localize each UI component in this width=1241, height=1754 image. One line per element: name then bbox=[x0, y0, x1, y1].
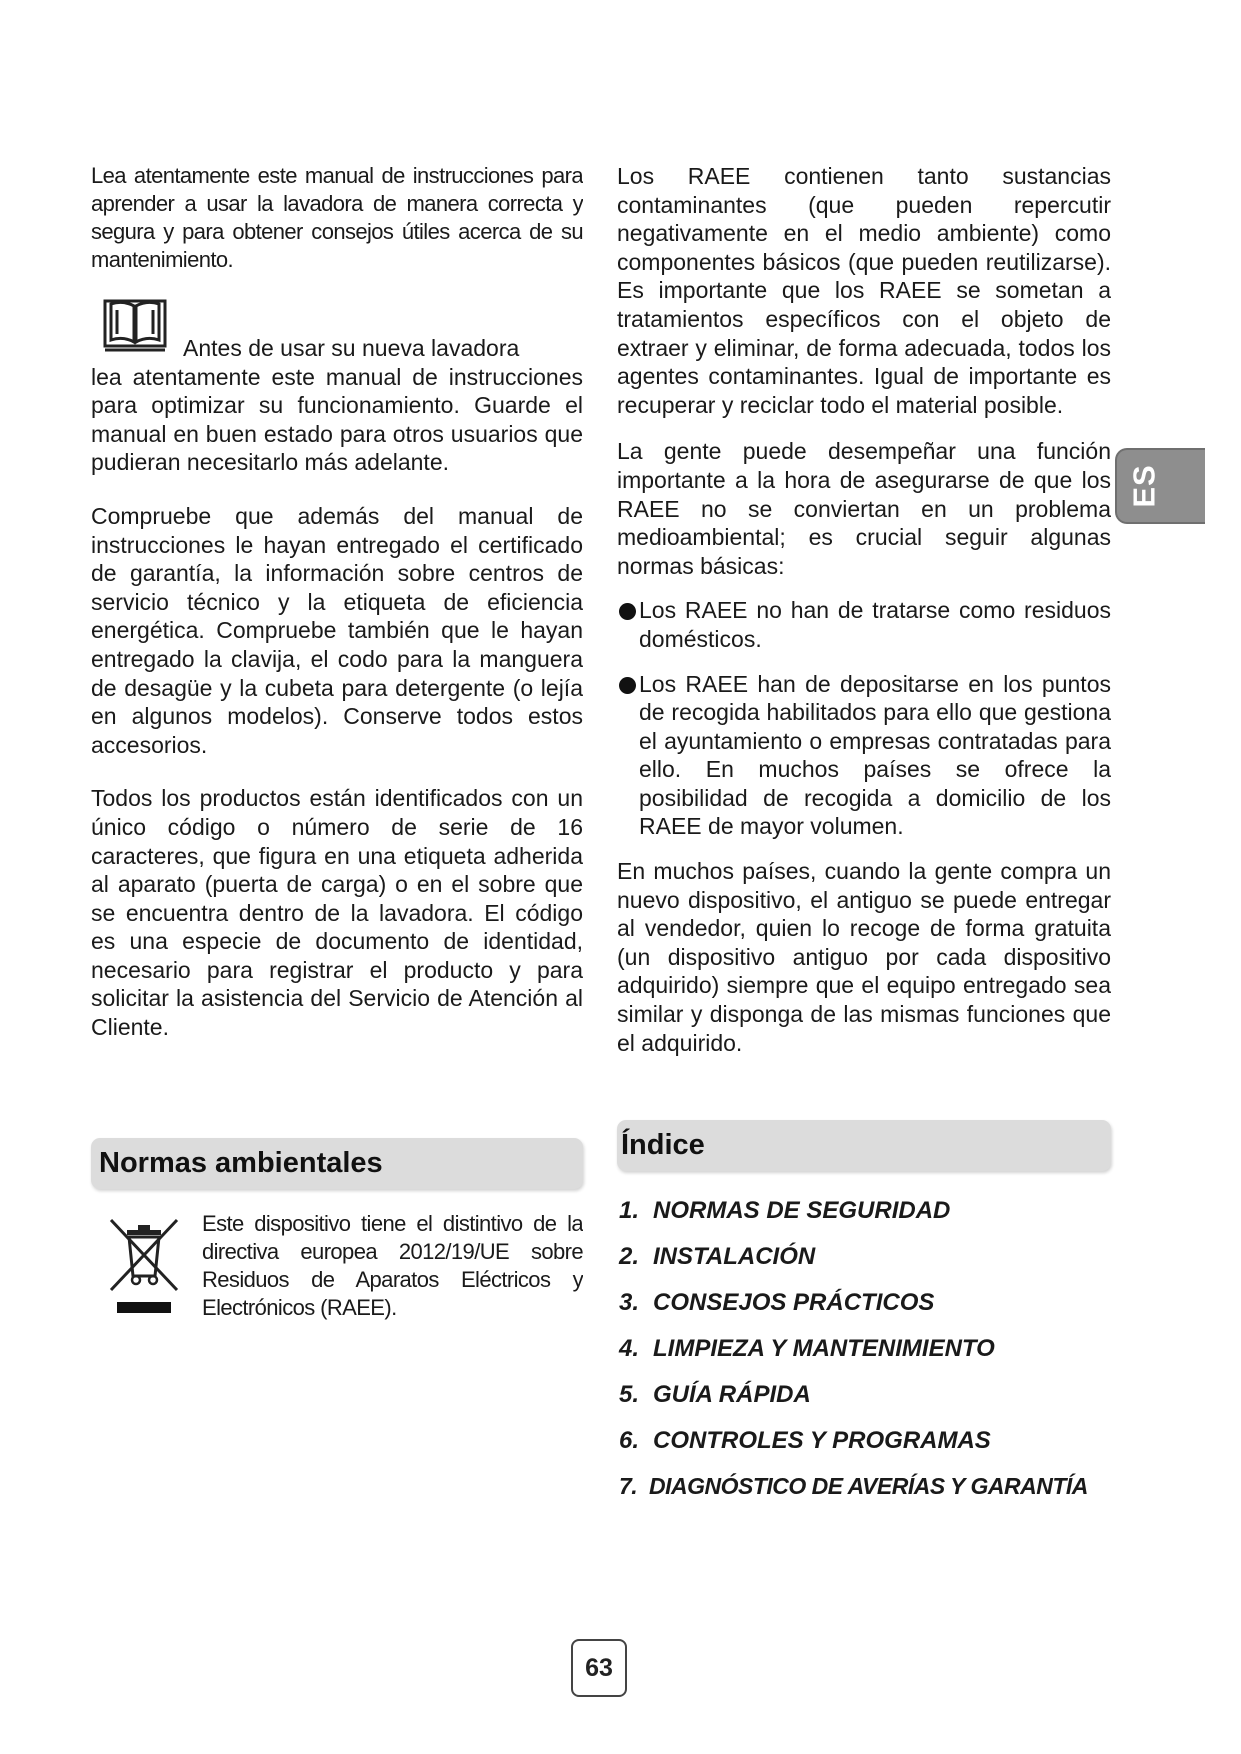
weee-text: Este dispositivo tiene el distintivo de la directiva europea 2012/19/UE sobre Residuos de Aparatos Eléctricos y Electrónicos (RAEE). bbox=[202, 1211, 583, 1320]
manual-notice bbox=[91, 296, 583, 477]
toc-item-tips[interactable]: 3. CONSEJOS PRÁCTICOS bbox=[619, 1289, 935, 1316]
manual-notice-lead: Antes de usar su nueva lavadora bbox=[183, 335, 520, 361]
intro-paragraph: Lea atentamente este manual de instrucciones para aprender a usar la lavadora de manera correcta y segura y para obtener consejos útiles acerca de su mantenimiento. bbox=[91, 163, 583, 272]
language-tab-label: ES bbox=[1126, 464, 1162, 508]
device-return-paragraph: En muchos países, cuando la gente compra un nuevo dispositivo, el antiguo se puede entregar al vendedor, quien lo recoge de forma gratuita (un dispositivo antiguo por cada dispositivo adquirido) siempre que el equipo entregado sea similar y disponga de las mismas funciones que el adquirido. bbox=[617, 858, 1111, 1056]
raee-rules-list bbox=[617, 596, 1111, 841]
table-of-contents bbox=[619, 1197, 1119, 1519]
serial-code-paragraph: Todos los productos están identificados con un único código o número de serie de 16 caracteres, que figura en una etiqueta adherida al aparato (puerta de carga) o en el sobre que se encuentra dentro de la lavadora. El código es una especie de documento de identidad, necesario para registrar el producto y para solicitar la asistencia del Servicio de Atención al Cliente. bbox=[91, 785, 583, 1041]
bullet-icon bbox=[619, 677, 636, 694]
list-item-text: Los RAEE han de depositarse en los puntos de recogida habilitados para ello que gestiona el ayuntamiento o empresas contratadas para ello. En muchos países se ofrece la posibilidad de recogida a domicilio de los RAEE de mayor volumen. bbox=[639, 670, 1111, 840]
raee-paragraph: Los RAEE contienen tanto sustancias contaminantes (que pueden repercutir negativamente en el medio ambiente) como componentes básicos (que pueden reutilizarse). Es importante que los RAEE se sometan a tratamientos específicos con el objeto de extraer y eliminar, de forma adecuada, todos los agentes contaminantes. Igual de importante es recuperar y reciclar todo el material posible. bbox=[617, 163, 1111, 418]
toc-item-cleaning[interactable]: 4. LIMPIEZA Y MANTENIMIENTO bbox=[619, 1335, 995, 1362]
toc-item-installation[interactable]: 2. INSTALACIÓN bbox=[619, 1243, 816, 1270]
crossed-bin-icon bbox=[109, 1216, 179, 1320]
language-tab[interactable] bbox=[1115, 448, 1205, 524]
left-column bbox=[91, 162, 583, 1042]
bullet-icon bbox=[619, 603, 636, 620]
people-role-paragraph: La gente puede desempeñar una función importante a la hora de asegurarse de que los RAEE no se conviertan en un problema medioambiental; es crucial seguir algunas normas básicas: bbox=[617, 438, 1111, 579]
right-column bbox=[617, 162, 1111, 1057]
manual-notice-text: lea atentamente este manual de instrucciones para optimizar su funcionamiento. Guarde el manual en buen estado para otros usuarios que pudieran necesitarlo más adelante. bbox=[91, 363, 583, 476]
environment-section-title: Normas ambientales bbox=[91, 1138, 583, 1189]
page-number: 63 bbox=[571, 1639, 627, 1697]
toc-item-troubleshooting[interactable]: 7. DIAGNÓSTICO DE AVERÍAS Y GARANTÍA bbox=[619, 1473, 1088, 1499]
toc-item-safety[interactable]: 1. NORMAS DE SEGURIDAD bbox=[619, 1197, 951, 1224]
list-item bbox=[617, 670, 1111, 842]
toc-item-controls[interactable]: 6. CONTROLES Y PROGRAMAS bbox=[619, 1427, 991, 1454]
list-item bbox=[617, 596, 1111, 653]
accessories-paragraph: Compruebe que además del manual de instrucciones le hayan entregado el certificado de garantía, la información sobre centros de servicio técnico y la etiqueta de eficiencia energética. Compruebe también que le hayan entregado la clavija, el codo para la manguera de desagüe y la cubeta para detergente (o lejía en algunos modelos). Conserve todos estos accesorios. bbox=[91, 502, 583, 758]
open-book-icon bbox=[103, 296, 167, 354]
list-item-text: Los RAEE no han de tratarse como residuos domésticos. bbox=[639, 597, 1111, 652]
index-section-title: Índice bbox=[617, 1120, 1111, 1171]
toc-item-quick-guide[interactable]: 5. GUÍA RÁPIDA bbox=[619, 1381, 811, 1408]
